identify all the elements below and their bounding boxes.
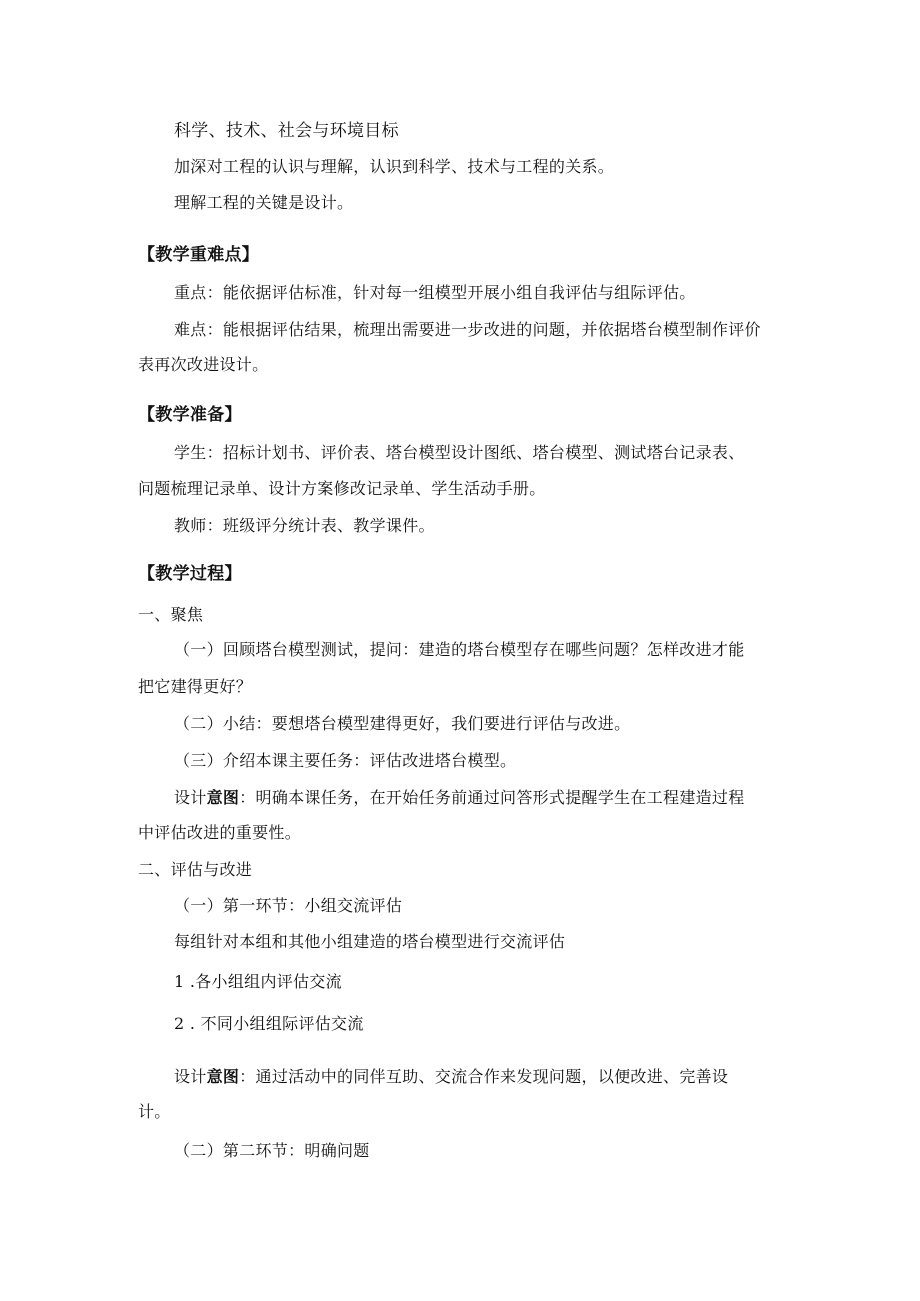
goals-heading: 科学、技术、社会与环境目标 — [174, 121, 399, 141]
intent-prefix: 设计 — [174, 1067, 207, 1086]
part2-step1: 1 .各小组组内评估交流 — [174, 972, 342, 991]
intent-label: 意图 — [206, 1067, 240, 1086]
part2-step2: 2 . 不同小组组际评估交流 — [174, 1014, 364, 1033]
key-points-difficulty-2: 表再次改进设计。 — [138, 355, 269, 374]
preparation-student-2: 问题梳理记录单、设计方案修改记录单、学生活动手册。 — [138, 479, 546, 498]
part2-title: 二、评估与改进 — [138, 860, 253, 879]
part1-design-intent-line2: 中评估改进的重要性。 — [138, 823, 302, 842]
preparation-teacher: 教师：班级评分统计表、教学课件。 — [174, 516, 435, 535]
intent-prefix: 设计 — [174, 788, 207, 807]
intent-text: ：通过活动中的同伴互助、交流合作来发现问题，以便改进、完善设 — [239, 1067, 729, 1086]
part1-title: 一、聚焦 — [138, 605, 204, 624]
part2-design-intent — [174, 1067, 728, 1087]
goals-line-1: 加深对工程的认识与理解，认识到科学、技术与工程的关系。 — [174, 157, 615, 176]
part1-design-intent — [174, 788, 745, 808]
part2-stage1: （一）第一环节：小组交流评估 — [174, 896, 403, 915]
preparation-student-1: 学生：招标计划书、评价表、塔台模型设计图纸、塔台模型、测试塔台记录表、 — [174, 443, 745, 462]
part1-item1-line2: 把它建得更好？ — [138, 677, 253, 696]
intent-text: ：明确本课任务，在开始任务前通过问答形式提醒学生在工程建造过程 — [239, 788, 745, 807]
key-points-heading: 【教学重难点】 — [138, 245, 260, 265]
part2-stage2: （二）第二环节：明确问题 — [174, 1141, 370, 1160]
preparation-heading: 【教学准备】 — [138, 405, 242, 425]
goals-line-2: 理解工程的关键是设计。 — [174, 193, 354, 212]
part1-item1-line1: （一）回顾塔台模型测试，提问：建造的塔台模型存在哪些问题？怎样改进才能 — [174, 640, 745, 659]
part2-design-intent-line2: 计。 — [138, 1102, 171, 1121]
key-points-difficulty-1: 难点：能根据评估结果，梳理出需要进一步改进的问题，并依据塔台模型制作评价 — [174, 320, 761, 339]
part1-item3: （三）介绍本课主要任务：评估改进塔台模型。 — [174, 751, 517, 770]
part2-stage1-desc: 每组针对本组和其他小组建造的塔台模型进行交流评估 — [174, 932, 566, 951]
key-points-focus: 重点：能依据评估标准，针对每一组模型开展小组自我评估与组际评估。 — [174, 283, 696, 302]
process-heading: 【教学过程】 — [138, 564, 242, 584]
part1-item2: （二）小结：要想塔台模型建得更好，我们要进行评估与改进。 — [174, 714, 631, 733]
intent-label: 意图 — [206, 788, 240, 807]
